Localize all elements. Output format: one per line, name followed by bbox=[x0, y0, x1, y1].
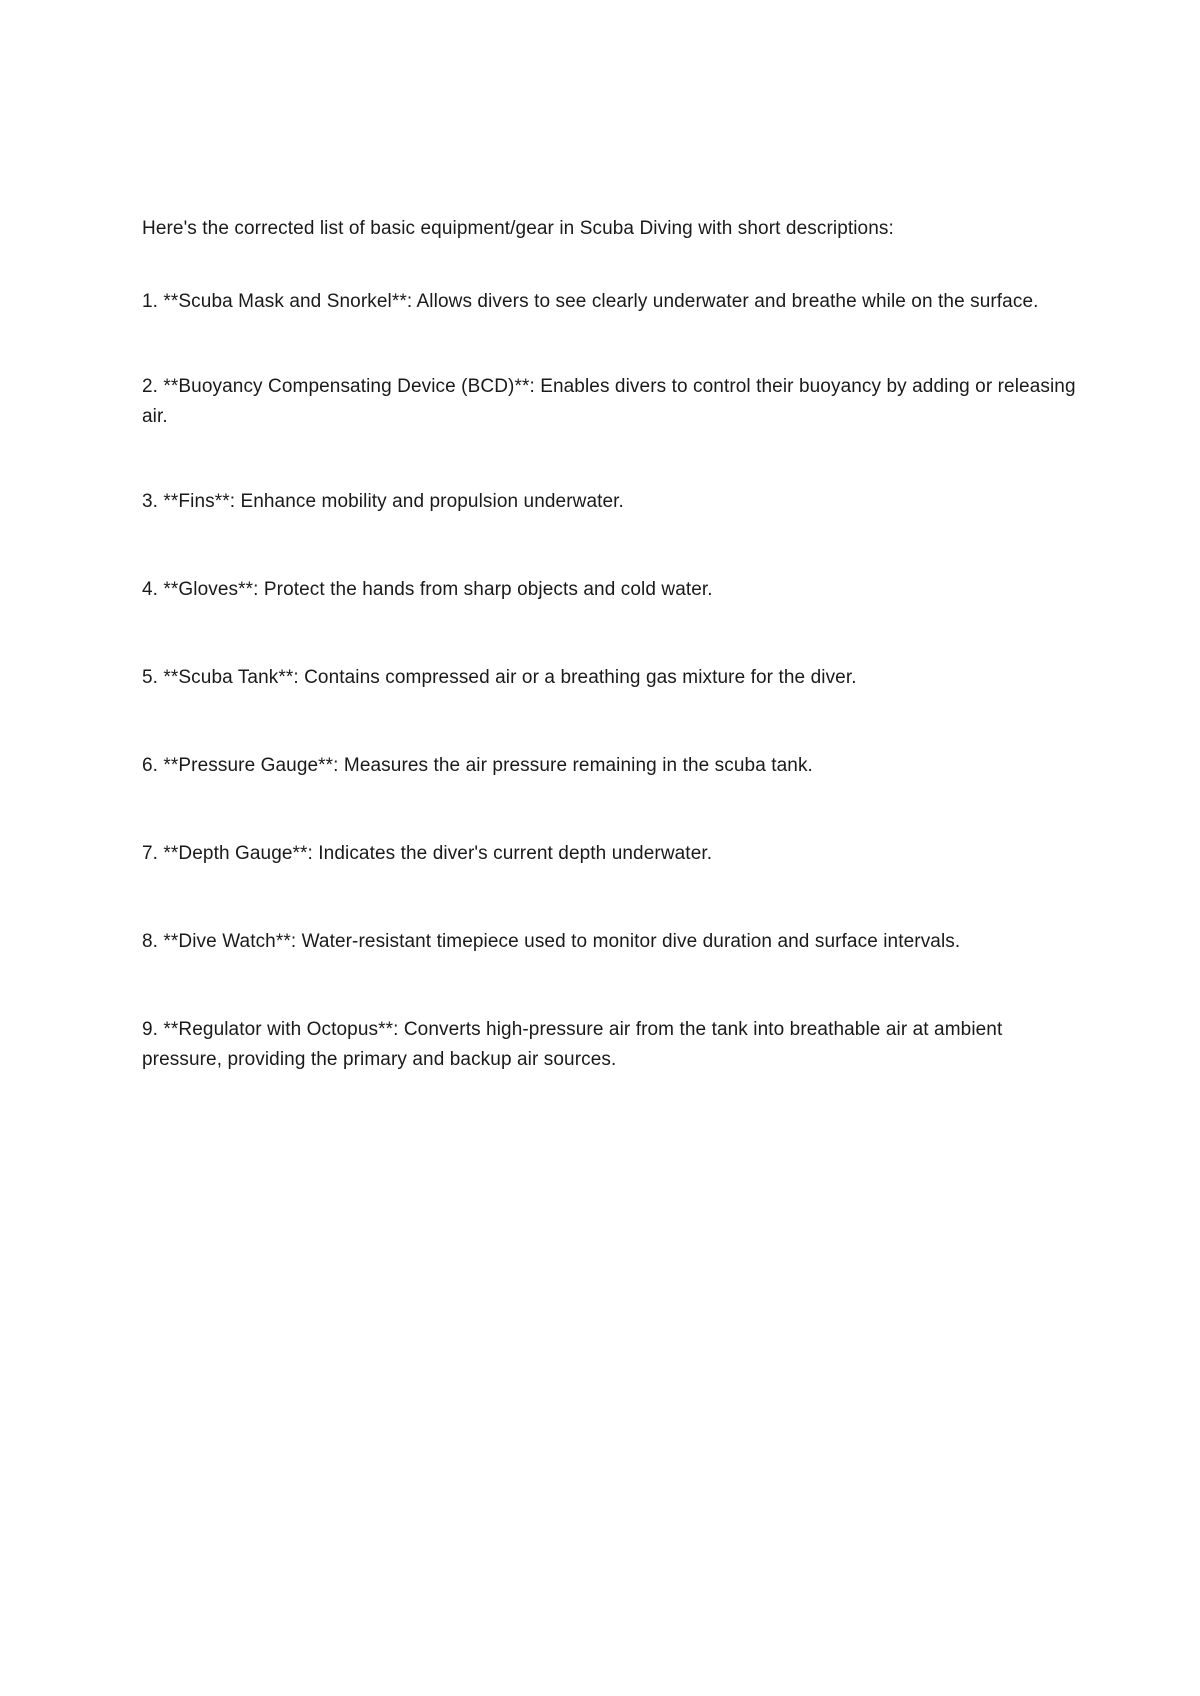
list-item-gloves: 4. **Gloves**: Protect the hands from sharp objects and cold water. bbox=[142, 579, 713, 600]
list-item-pressure-gauge: 6. **Pressure Gauge**: Measures the air pressure remaining in the scuba tank. bbox=[142, 755, 813, 776]
list-item-regulator: 9. **Regulator with Octopus**: Converts high-pressure air from the tank into breathable air at ambient pressure, providing the primary and backup air sources. bbox=[142, 1019, 1003, 1070]
list-item-dive-watch: 8. **Dive Watch**: Water-resistant timepiece used to monitor dive duration and surface intervals. bbox=[142, 931, 961, 952]
intro-paragraph: Here's the corrected list of basic equipment/gear in Scuba Diving with short descriptions: bbox=[142, 218, 894, 239]
list-item-scuba-tank: 5. **Scuba Tank**: Contains compressed air or a breathing gas mixture for the diver. bbox=[142, 667, 857, 688]
list-item-scuba-mask: 1. **Scuba Mask and Snorkel**: Allows divers to see clearly underwater and breathe while on the surface. bbox=[142, 291, 1039, 312]
list-item-fins: 3. **Fins**: Enhance mobility and propulsion underwater. bbox=[142, 491, 624, 512]
document-body bbox=[142, 214, 1082, 1075]
list-item-bcd: 2. **Buoyancy Compensating Device (BCD)**: Enables divers to control their buoyancy by adding or releasing air. bbox=[142, 376, 1076, 427]
list-item-depth-gauge: 7. **Depth Gauge**: Indicates the diver's current depth underwater. bbox=[142, 843, 713, 864]
